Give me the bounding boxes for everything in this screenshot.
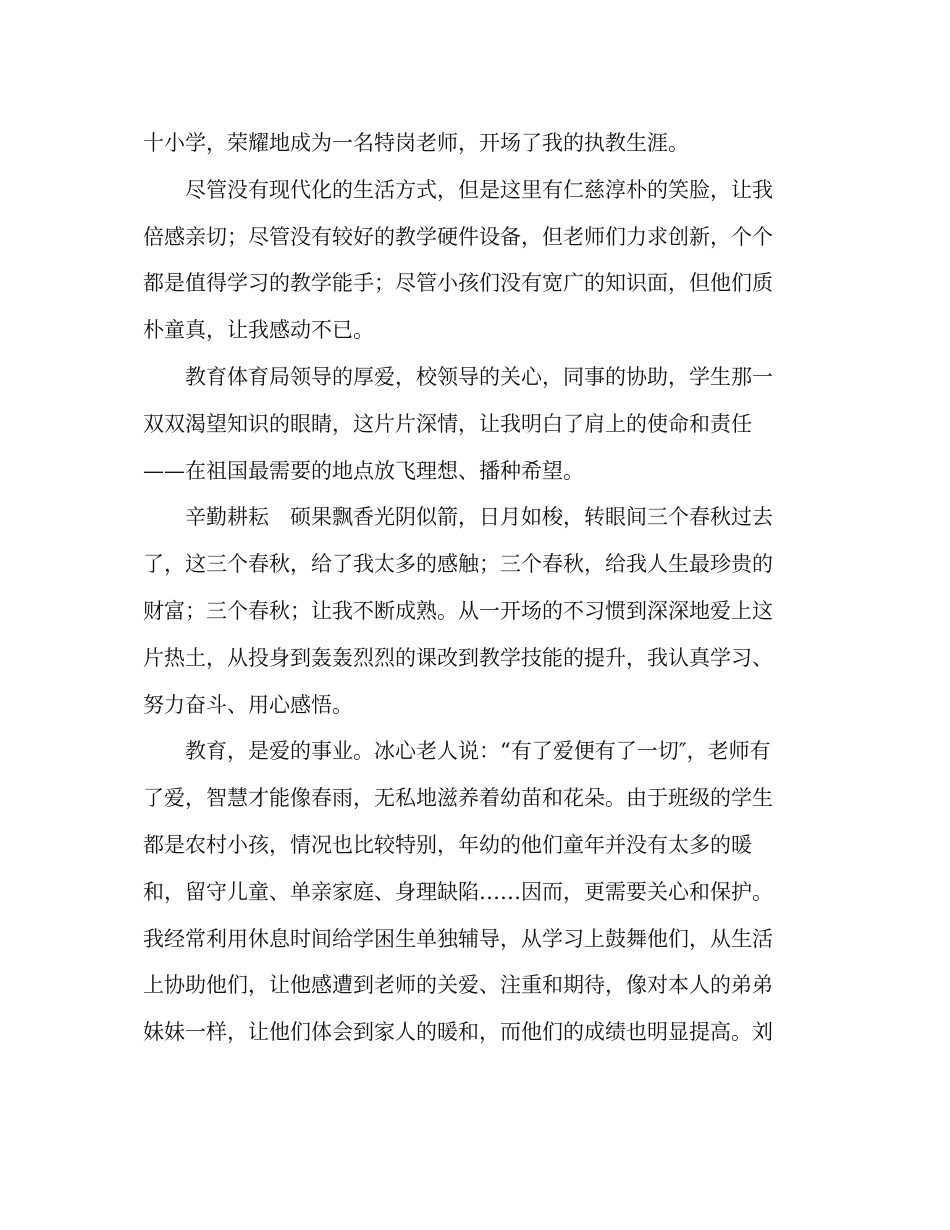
text-line: 都是农村小孩，情况也比较特别，年幼的他们童年并没有太多的暖: [143, 832, 752, 857]
text-line: 片热土，从投身到轰轰烈烈的课改到教学技能的提升，我认真学习、: [143, 645, 773, 670]
text-line: 了爱，智慧才能像春雨，无私地滋养着幼苗和花朵。由于班级的学生: [143, 786, 773, 811]
text-line: 我经常利用休息时间给学困生单独辅导，从学习上鼓舞他们，从生活: [143, 926, 773, 951]
text-line: ——在祖国最需要的地点放飞理想、播种希望。: [143, 458, 584, 483]
text-line: 双双渴望知识的眼睛，这片片深情，让我明白了肩上的使命和责任: [143, 411, 752, 436]
text-line: 十小学，荣耀地成为一名特岗老师，开场了我的执教生涯。: [143, 131, 689, 155]
text-line: 上协助他们，让他感遭到老师的关爱、注重和期待，像对本人的弟弟: [143, 973, 773, 998]
text-line: 财富；三个春秋；让我不断成熟。从一开场的不习惯到深深地爱上这: [143, 598, 773, 623]
text-line: 教育，是爱的事业。冰心老人说：“有了爱便有了一切″，老师有: [185, 739, 771, 764]
text-line: 了，这三个春秋，给了我太多的感触；三个春秋，给我人生最珍贵的: [143, 552, 773, 577]
text-line: 辛勤耕耘 硕果飘香光阴似箭，日月如梭，转眼间三个春秋过去: [185, 505, 773, 530]
text-line: 倍感亲切；尽管没有较好的教学硬件设备，但老师们力求创新，个个: [143, 224, 773, 249]
text-line: 努力奋斗、用心感悟。: [143, 692, 353, 717]
text-line: 妹妹一样，让他们体会到家人的暖和，而他们的成绩也明显提高。刘: [143, 1020, 773, 1045]
text-line: 都是值得学习的教学能手；尽管小孩们没有宽广的知识面，但他们质: [143, 271, 773, 296]
body-text: [143, 120, 803, 1056]
text-line: 朴童真，让我感动不已。: [143, 318, 374, 343]
text-line: 和，留守儿童、单亲家庭、身理缺陷……因而，更需要关心和保护。: [143, 879, 773, 904]
text-line: 尽管没有现代化的生活方式，但是这里有仁慈淳朴的笑脸，让我: [185, 177, 773, 202]
text-line: 教育体育局领导的厚爱，校领导的关心，同事的协助，学生那一: [185, 364, 773, 389]
